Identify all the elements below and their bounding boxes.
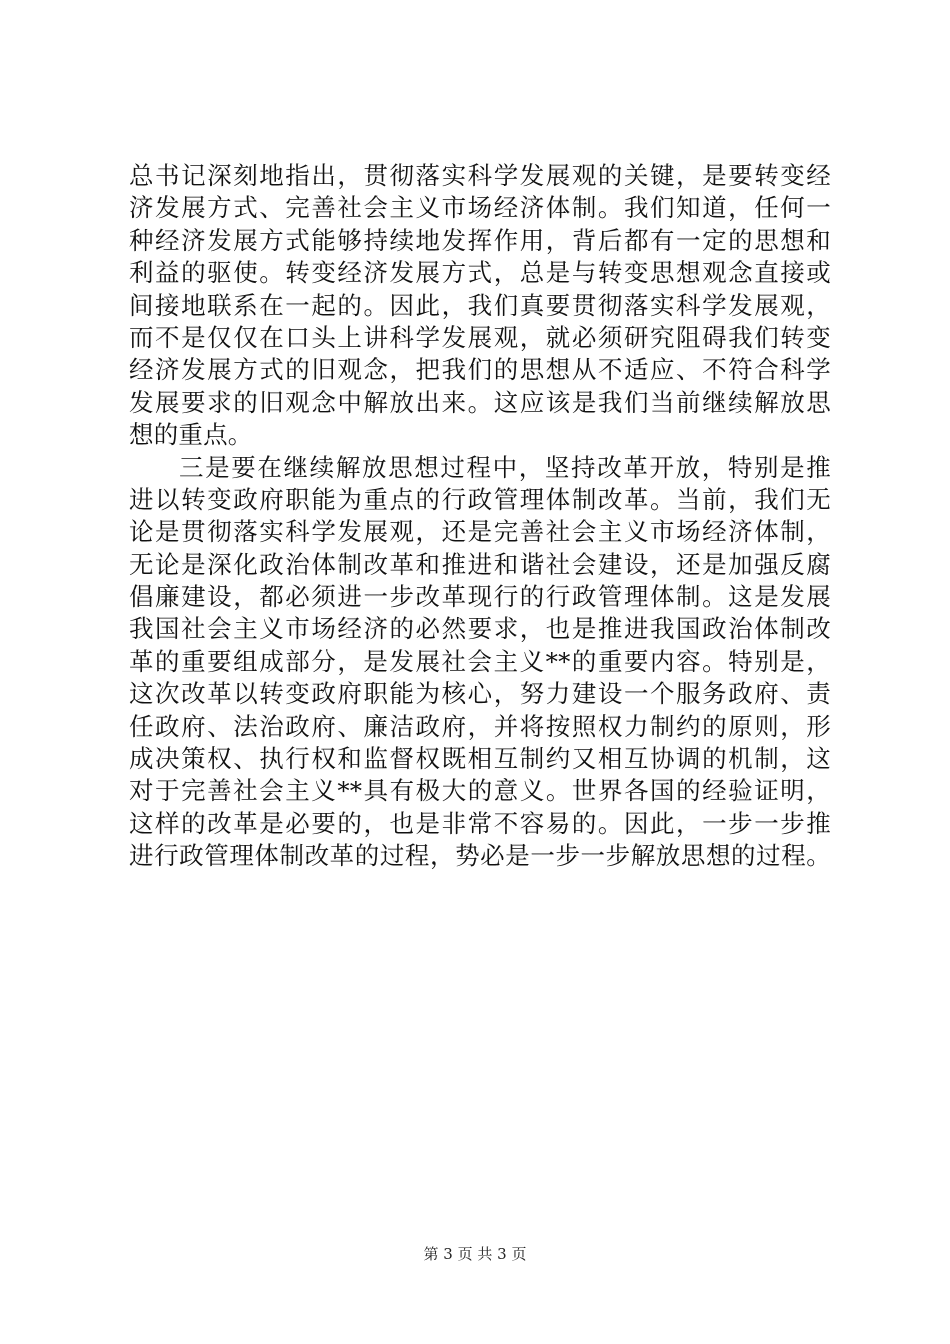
text-line: 论是贯彻落实科学发展观，还是完善社会主义市场经济体制，: [129, 517, 831, 547]
text-line: 这样的改革是必要的，也是非常不容易的。因此，一步一步推: [129, 808, 831, 838]
text-line: 对于完善社会主义**具有极大的意义。世界各国的经验证明，: [129, 776, 831, 806]
page-number: 第 3 页 共 3 页: [423, 1245, 527, 1263]
text-line: 而不是仅仅在口头上讲科学发展观，就必须研究阻碍我们转变: [129, 322, 831, 352]
text-line: 三是要在继续解放思想过程中，坚持改革开放，特别是推: [179, 452, 831, 482]
text-line: 进行政管理体制改革的过程，势必是一步一步解放思想的过程。: [129, 841, 831, 871]
paragraph-2: [129, 452, 831, 873]
text-line: 想的重点。: [129, 420, 253, 450]
text-line: 任政府、法治政府、廉洁政府，并将按照权力制约的原则，形: [129, 711, 831, 741]
text-line: 无论是深化政治体制改革和推进和谐社会建设，还是加强反腐: [129, 549, 831, 579]
text-line: 成决策权、执行权和监督权既相互制约又相互协调的机制，这: [129, 744, 831, 774]
text-line: 种经济发展方式能够持续地发挥作用，背后都有一定的思想和: [129, 225, 831, 255]
text-line: 进以转变政府职能为重点的行政管理体制改革。当前，我们无: [129, 484, 831, 514]
text-line: 间接地联系在一起的。因此，我们真要贯彻落实科学发展观，: [129, 290, 831, 320]
text-line: 发展要求的旧观念中解放出来。这应该是我们当前继续解放思: [129, 387, 831, 417]
text-line: 倡廉建设，都必须进一步改革现行的行政管理体制。这是发展: [129, 582, 831, 612]
text-line: 我国社会主义市场经济的必然要求，也是推进我国政治体制改: [129, 614, 831, 644]
paragraph-1: [129, 160, 831, 452]
text-line: 经济发展方式的旧观念，把我们的思想从不适应、不符合科学: [129, 355, 831, 385]
page-footer: [0, 1244, 950, 1264]
document-body: [129, 160, 831, 873]
text-line: 济发展方式、完善社会主义市场经济体制。我们知道，任何一: [129, 193, 831, 223]
text-line: 革的重要组成部分，是发展社会主义**的重要内容。特别是，: [129, 646, 831, 676]
text-line: 利益的驱使。转变经济发展方式，总是与转变思想观念直接或: [129, 258, 831, 288]
text-line: 总书记深刻地指出，贯彻落实科学发展观的关键，是要转变经: [129, 161, 831, 190]
text-line: 这次改革以转变政府职能为核心，努力建设一个服务政府、责: [129, 679, 831, 709]
